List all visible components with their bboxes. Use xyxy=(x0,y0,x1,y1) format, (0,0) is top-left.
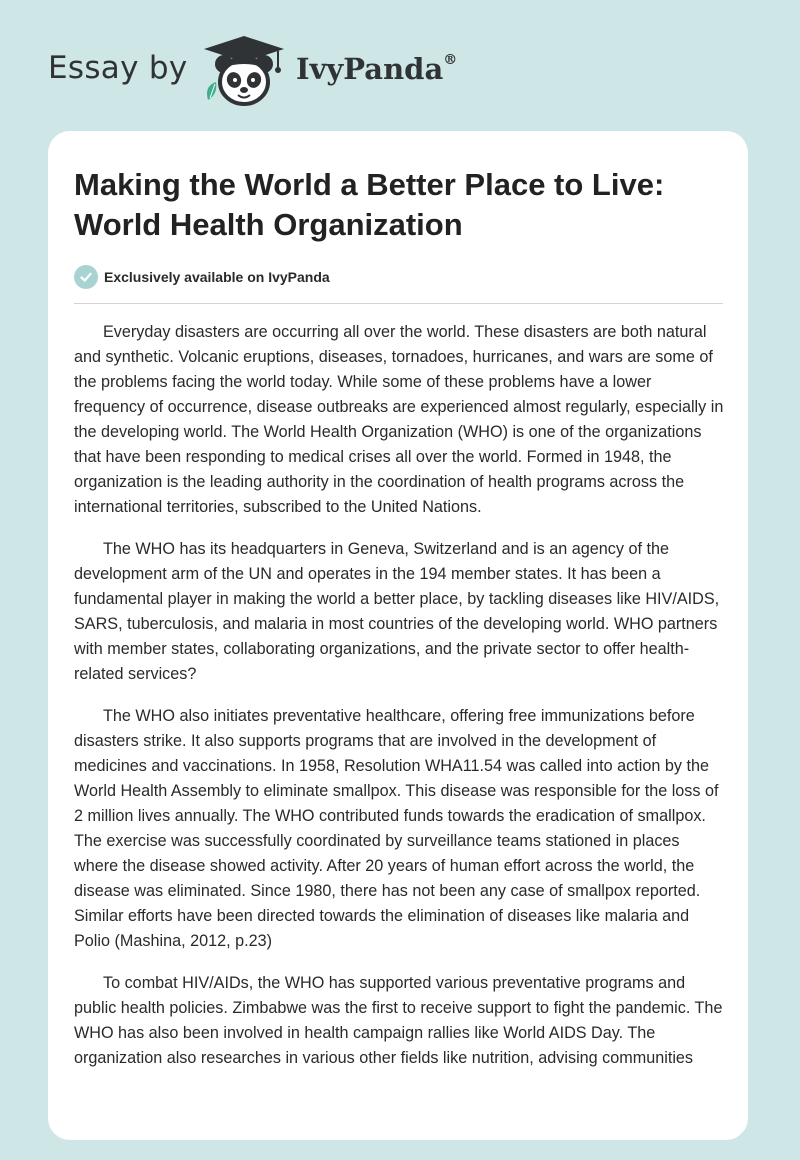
exclusive-badge-text: Exclusively available on IvyPanda xyxy=(104,269,330,285)
paragraph: To combat HIV/AIDs, the WHO has supported various preventative programs and public health policies. Zimbabwe was the first to receive support to fight the pandemic. The WHO has also been involved in health campaign rallies like World AIDS Day. The organization also researches in various other fields like nutrition, advising communities xyxy=(74,974,723,1067)
panda-graduate-logo-icon[interactable] xyxy=(200,34,288,110)
paragraph: Everyday disasters are occurring all over the world. These disasters are both natural and synthetic. Volcanic eruptions, diseases, tornadoes, hurricanes, and wars are some of the problems facing the world today. While some of these problems have a lower frequency of occurrence, disease outbreaks are experienced almost regularly, especially in the developing world. The World Health Organization (WHO) is one of the organizations that have been responding to medical crises all over the world. Formed in 1948, the organization is the leading authority in the coordination of health programs across the international territories, subscribed to the United Nations. xyxy=(74,323,724,516)
paragraph: The WHO also initiates preventative healthcare, offering free immunizations before disasters strike. It also supports programs that are involved in the development of medicines and vaccinations. In 1958, Resolution WHA11.54 was called into action by the World Health Assembly to eliminate smallpox. This disease was responsible for the loss of 2 million lives annually. The WHO contributed funds towards the eradication of smallpox. The exercise was successfully coordinated by surveillance teams stationed in places where the disease showed activity. After 20 years of human effort across the world, the disease was eliminated. Since 1980, there has not been any case of smallpox reported. Similar efforts have been directed towards the elimination of diseases like malaria and Polio (Mashina, 2012, p.23) xyxy=(74,707,719,950)
site-header xyxy=(0,0,800,120)
essay-title: Making the World a Better Place to Live: World Health Organization xyxy=(74,167,665,242)
divider xyxy=(74,303,723,304)
paragraph: The WHO has its headquarters in Geneva, Switzerland and is an agency of the development arm of the UN and operates in the 194 member states. It has been a fundamental player in making the world a better place, by tackling diseases like HIV/AIDS, SARS, tuberculosis, and malaria in most countries of the developing world. WHO partners with member states, collaborating organizations, and the private sector to offer health-related services? xyxy=(74,540,720,683)
registered-mark: ® xyxy=(443,52,458,69)
essay-card xyxy=(48,131,748,1140)
brand-name-text: IvyPanda xyxy=(296,52,444,86)
brand-name[interactable] xyxy=(296,52,457,86)
check-circle-icon xyxy=(74,265,98,289)
exclusive-badge xyxy=(74,264,330,290)
essay-by-label: Essay by xyxy=(48,50,188,86)
essay-body xyxy=(74,320,724,1088)
